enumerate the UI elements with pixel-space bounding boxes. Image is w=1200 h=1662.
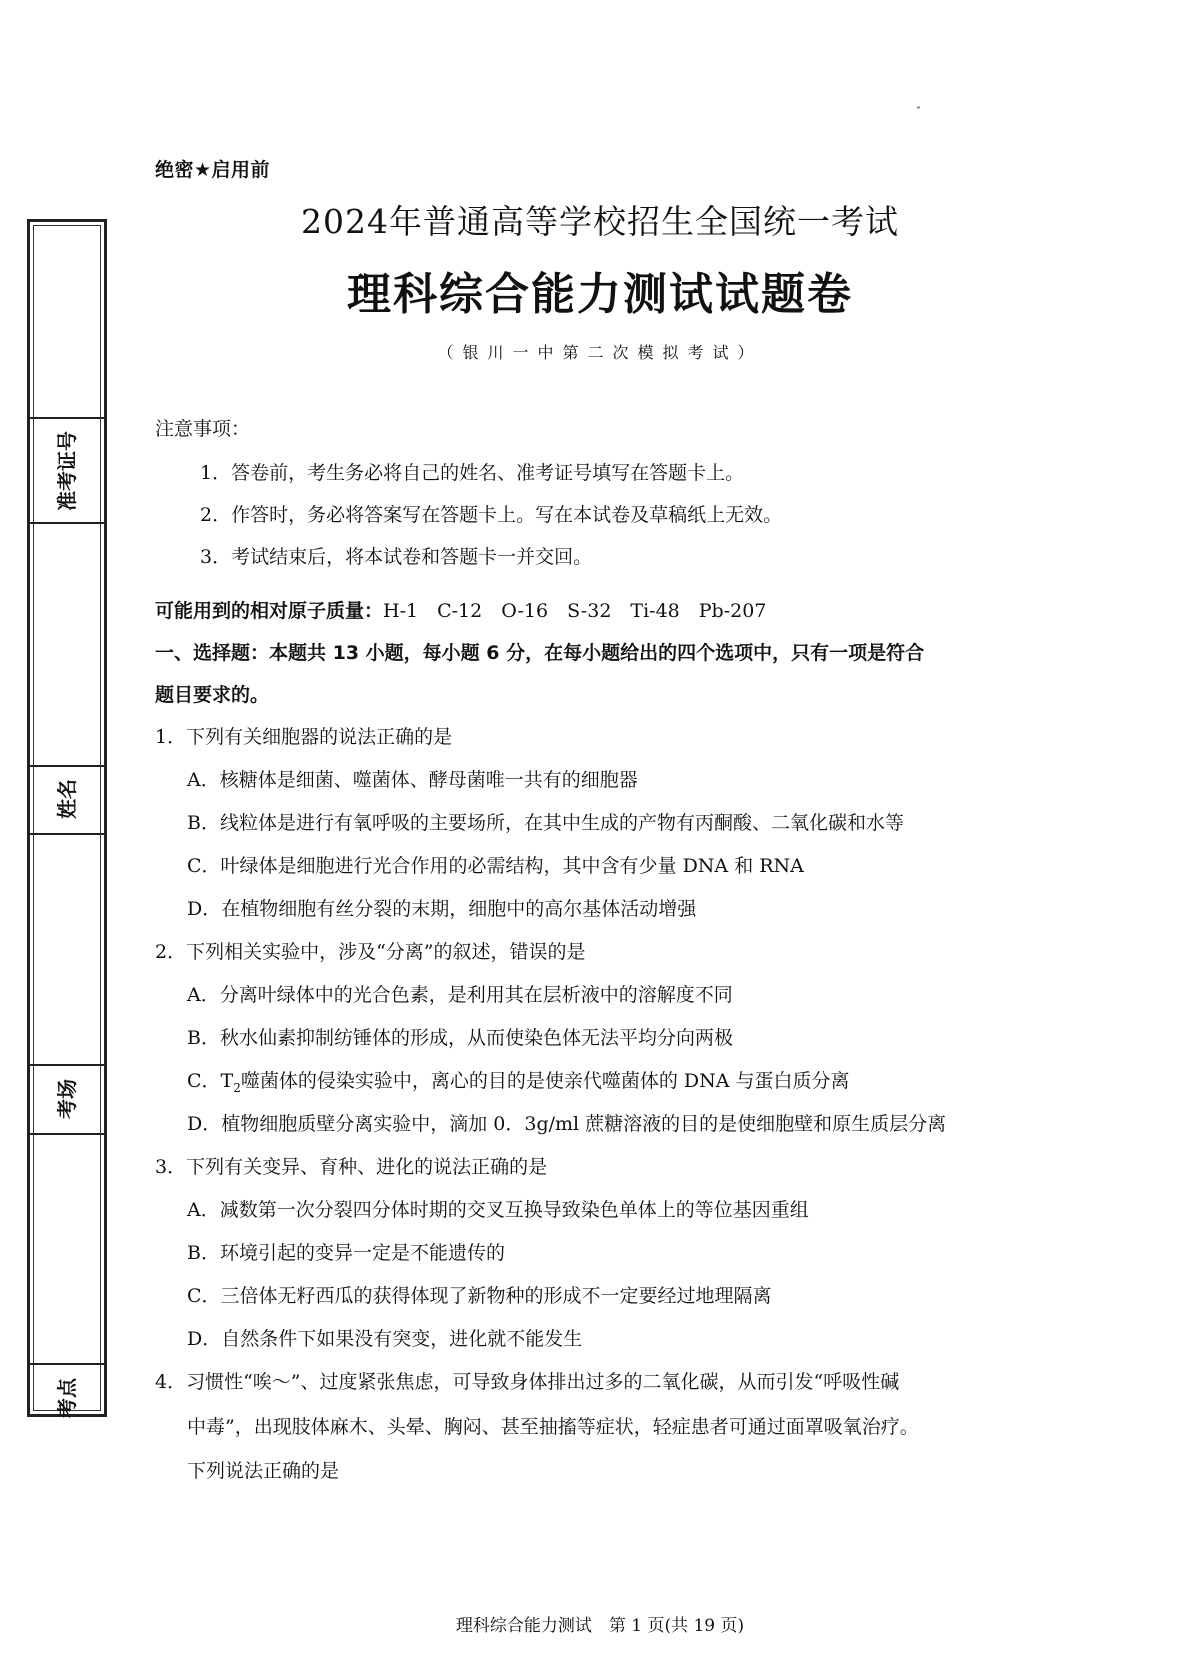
exam-site-label [56, 1358, 78, 1438]
exam-title: 2024年普通高等学校招生全国统一考试 [301, 202, 899, 241]
admission-number-label [56, 431, 78, 511]
question-stem-cont: 下列说法正确的是 [187, 1460, 340, 1482]
question-option: A．分离叶绿体中的光合色素，是利用其在层析液中的溶解度不同 [187, 984, 733, 1006]
scan-dot [917, 106, 920, 109]
question-stem: 4．习惯性“唉～”、过度紧张焦虑，可导致身体排出过多的二氧化碳，从而引发“呼吸性碱 [155, 1371, 900, 1393]
exam-room-text: 考场 [55, 1079, 79, 1119]
question-option: A．核糖体是细菌、噬菌体、酵母菌唯一共有的细胞器 [187, 769, 638, 791]
question-stem: 1．下列有关细胞器的说法正确的是 [155, 726, 453, 748]
option-c-text: 噬菌体的侵染实验中，离心的目的是使亲代噬菌体的 DNA 与蛋白质分离 [240, 1070, 850, 1092]
notice-item: 3．考试结束后，将本试卷和答题卡一并交回。 [200, 546, 593, 568]
question-option [187, 1066, 850, 1095]
notice-heading: 注意事项： [155, 418, 251, 440]
question-option: B．线粒体是进行有氧呼吸的主要场所，在其中生成的产物有丙酮酸、二氧化碳和水等 [187, 812, 904, 834]
page-footer: 理科综合能力测试 第 1 页(共 19 页) [455, 1616, 745, 1636]
question-stem: 2．下列相关实验中，涉及“分离”的叙述，错误的是 [155, 941, 586, 963]
question-stem-cont: 中毒”，出现肢体麻木、头晕、胸闷、甚至抽搐等症状，轻症患者可通过面罩吸氧治疗。 [187, 1416, 919, 1438]
paper-title: 理科综合能力测试试题卷 [347, 269, 853, 320]
atomic-masses-label: 可能用到的相对原子质量： [155, 600, 384, 622]
notice-item: 1．答卷前，考生务必将自己的姓名、准考证号填写在答题卡上。 [200, 462, 745, 484]
question-option: A．减数第一次分裂四分体时期的交叉互换导致染色单体上的等位基因重组 [187, 1199, 809, 1221]
question-option: D．在植物细胞有丝分裂的末期，细胞中的高尔基体活动增强 [187, 898, 697, 920]
question-stem: 3．下列有关变异、育种、进化的说法正确的是 [155, 1156, 548, 1178]
atomic-masses [155, 596, 766, 623]
exam-site-text: 考点 [55, 1378, 79, 1418]
name-label [56, 759, 78, 839]
question-option: B．环境引起的变异一定是不能遗传的 [187, 1242, 505, 1264]
question-option: C．三倍体无籽西瓜的获得体现了新物种的形成不一定要经过地理隔离 [187, 1285, 772, 1307]
atomic-masses-values: H-1 C-12 O-16 S-32 Ti-48 Pb-207 [383, 600, 767, 622]
admission-number-text: 准考证号 [55, 431, 79, 511]
option-c-subscript: 2 [233, 1080, 241, 1095]
exam-room-label [56, 1059, 78, 1139]
name-text: 姓名 [55, 779, 79, 819]
question-option: D．植物细胞质壁分离实验中，滴加 0．3g/ml 蔗糖溶液的目的是使细胞壁和原生质层分离 [187, 1113, 947, 1135]
confidential-mark: 绝密★启用前 [155, 159, 271, 181]
question-option: C．叶绿体是细胞进行光合作用的必需结构，其中含有少量 DNA 和 RNA [187, 855, 804, 877]
strip-divider [27, 417, 107, 419]
question-option: B．秋水仙素抑制纺锤体的形成，从而使染色体无法平均分向两极 [187, 1027, 733, 1049]
strip-divider [27, 522, 107, 524]
option-c-prefix: C．T [187, 1070, 234, 1092]
section-instruction: 一、选择题：本题共 13 小题，每小题 6 分，在每小题给出的四个选项中，只有一项是符合 [155, 642, 925, 664]
paper-subtitle: （银川一中第二次模拟考试） [437, 343, 763, 362]
notice-item: 2．作答时，务必将答案写在答题卡上。写在本试卷及草稿纸上无效。 [200, 504, 783, 526]
question-option: D．自然条件下如果没有突变，进化就不能发生 [187, 1328, 583, 1350]
section-instruction-cont: 题目要求的。 [155, 684, 270, 706]
